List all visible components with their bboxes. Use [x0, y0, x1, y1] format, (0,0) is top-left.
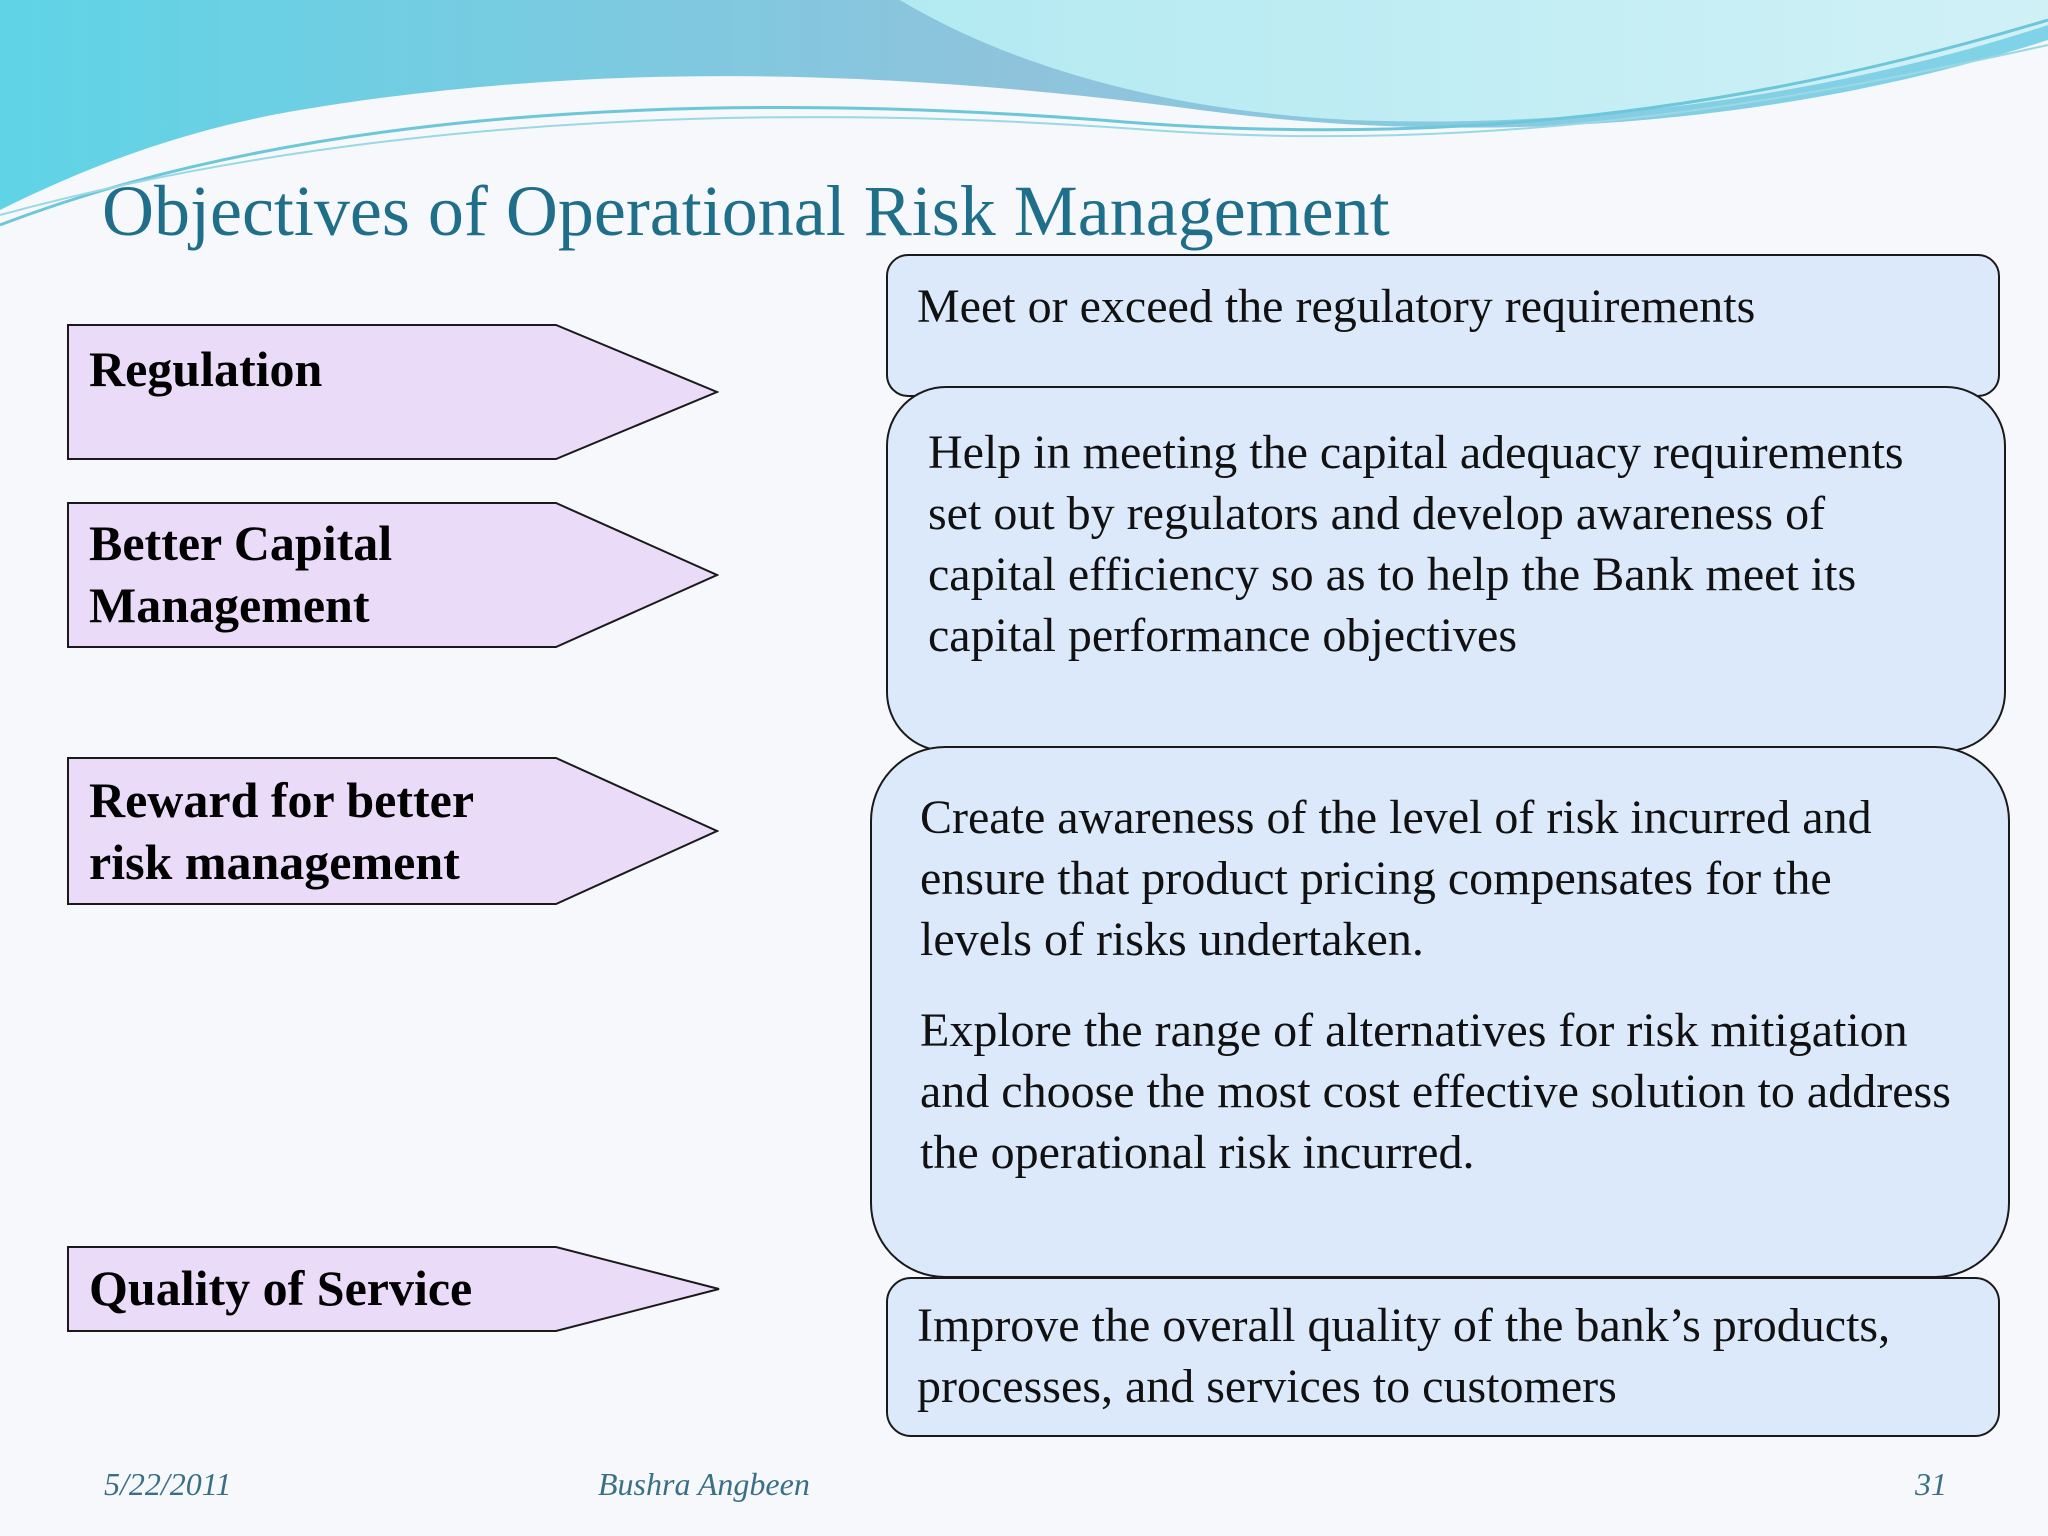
- objective-text: Meet or exceed the regulatory requirements: [917, 280, 1756, 333]
- arrow-regulation: [67, 324, 719, 460]
- footer-page-number: 31: [1915, 1466, 1947, 1502]
- arrow-label-line: Management: [89, 577, 370, 633]
- arrow-label-line: Better Capital: [89, 515, 393, 571]
- objective-text: Improve the overall quality of the bank’s products, processes, and services to customers: [917, 1299, 1891, 1413]
- arrow-reward-for-better-risk-management: [67, 757, 719, 905]
- objective-text: Help in meeting the capital adequacy requirements set out by regulators and develop awareness of capital efficiency so as to help the Bank meet its capital performance objectives: [928, 426, 1904, 662]
- objective-box-capital: [886, 386, 2006, 752]
- arrow-label-line: Reward for better: [89, 772, 475, 828]
- arrow-better-capital-management: [67, 502, 719, 648]
- arrow-label-line: Regulation: [89, 341, 323, 397]
- objective-box-regulatory: [886, 254, 2000, 397]
- footer-author: Bushra Angbeen: [598, 1466, 810, 1502]
- objective-box-quality: [886, 1277, 2000, 1437]
- arrow-quality-of-service: [67, 1246, 721, 1332]
- arrow-label-line: Quality of Service: [89, 1260, 473, 1316]
- objective-text: Create awareness of the level of risk incurred and ensure that product pricing compensates for the levels of risks undertaken.: [920, 791, 1872, 966]
- slide-title: Objectives of Operational Risk Management: [102, 171, 1390, 251]
- objective-text: Explore the range of alternatives for risk mitigation and choose the most cost effective solution to address the operational risk incurred.: [920, 1004, 1951, 1179]
- arrow-label-line: risk management: [89, 834, 460, 890]
- objective-box-risk-awareness: [870, 746, 2010, 1278]
- footer-date: 5/22/2011: [104, 1466, 232, 1502]
